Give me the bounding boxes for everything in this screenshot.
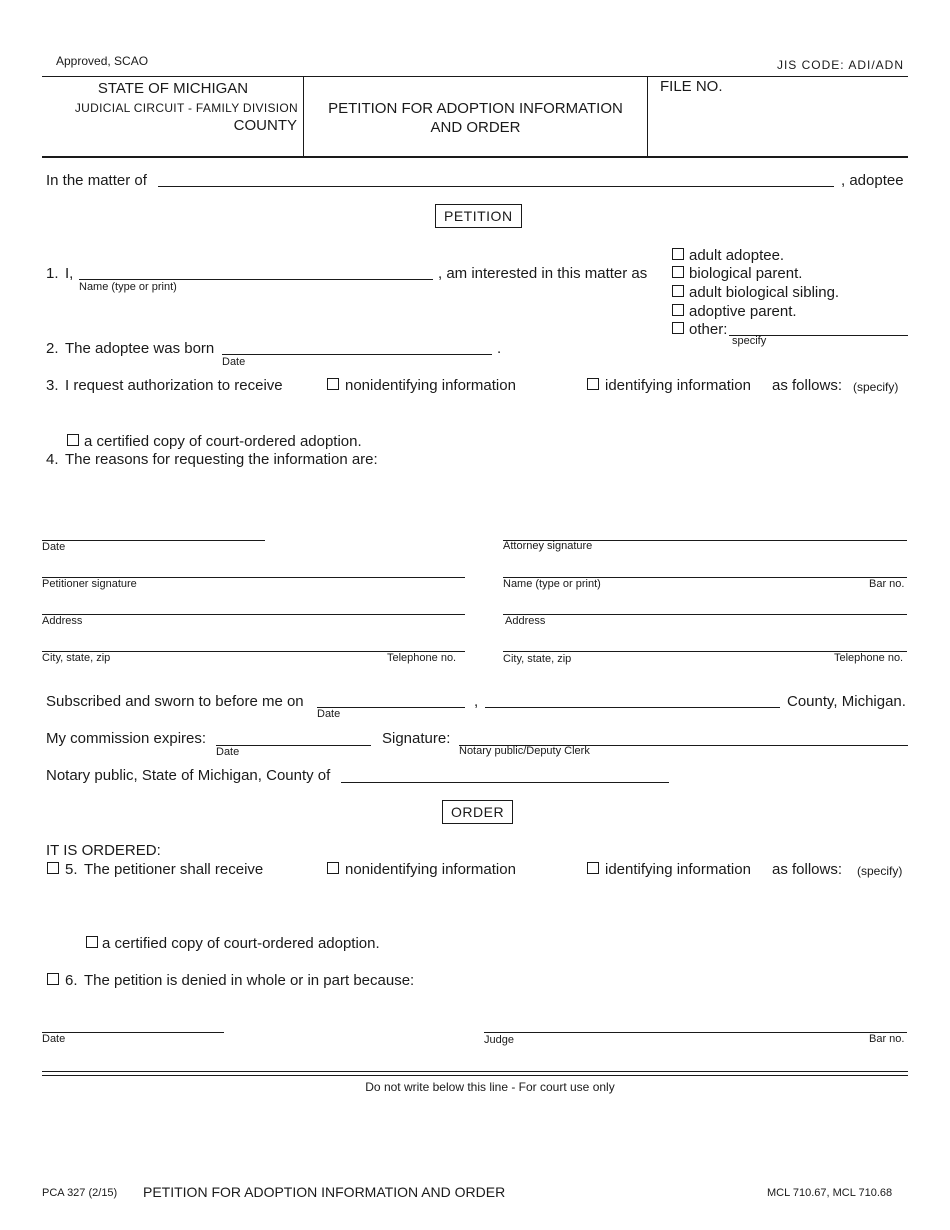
item5-as-follows: as follows: — [772, 861, 843, 878]
commission-date-caption: Date — [216, 746, 240, 758]
item3-nonidentifying-label: nonidentifying information — [345, 377, 516, 394]
petitioner-telephone-caption: Telephone no. — [387, 652, 457, 664]
petitioner-address-caption: Address — [42, 615, 83, 627]
item5-identifying-checkbox[interactable] — [587, 862, 599, 874]
sworn-comma: , — [474, 693, 479, 710]
item5-certified-copy-label: a certified copy of court-ordered adoption. — [102, 935, 380, 952]
attorney-bar-no-caption: Bar no. — [869, 578, 905, 590]
judge-bar-no-caption: Bar no. — [869, 1033, 905, 1045]
item4-number: 4. — [46, 451, 59, 468]
notary-state-text: Notary public, State of Michigan, County of — [46, 767, 331, 784]
petition-date-line[interactable] — [42, 540, 265, 541]
order-date-line[interactable] — [42, 1032, 224, 1033]
item3-as-follows: as follows: — [772, 377, 843, 394]
file-no-label: FILE NO. — [660, 78, 723, 95]
birth-date-line[interactable] — [222, 354, 492, 355]
county-label: COUNTY — [233, 117, 297, 134]
form-title-line1: PETITION FOR ADOPTION INFORMATION — [328, 100, 623, 117]
approved-label: Approved, SCAO — [56, 54, 149, 68]
petitioner-name-line[interactable] — [79, 279, 433, 280]
item1-number: 1. — [46, 265, 59, 282]
item5-number: 5. — [65, 861, 78, 878]
sworn-date-caption: Date — [317, 708, 341, 720]
item3-specify: (specify) — [853, 380, 899, 394]
item3-identifying-checkbox[interactable] — [587, 378, 599, 390]
item5-nonidentifying-checkbox[interactable] — [327, 862, 339, 874]
item2-number: 2. — [46, 340, 59, 357]
attorney-signature-caption: Attorney signature — [503, 540, 593, 552]
petitioner-city-caption: City, state, zip — [42, 652, 111, 664]
county-michigan-label: County, Michigan. — [787, 693, 906, 710]
item3-identifying-label: identifying information — [605, 377, 751, 394]
item5-specify: (specify) — [857, 864, 903, 878]
commission-date-line[interactable] — [216, 745, 371, 746]
item5-identifying-label: identifying information — [605, 861, 751, 878]
matter-suffix: , adoptee — [841, 172, 904, 189]
court-use-note: Do not write below this line - For court use only — [365, 1080, 615, 1094]
other-checkbox[interactable] — [672, 322, 684, 334]
attorney-address-caption: Address — [505, 615, 546, 627]
specify-caption: specify — [732, 335, 767, 347]
item4-text: The reasons for requesting the information are: — [65, 451, 378, 468]
item6-checkbox[interactable] — [47, 973, 59, 985]
footer-form-title: PETITION FOR ADOPTION INFORMATION AND ORDER — [143, 1184, 506, 1200]
court-use-rule-1 — [42, 1071, 908, 1072]
judge-caption: Judge — [484, 1034, 514, 1046]
judge-signature-line[interactable] — [484, 1032, 907, 1033]
petitioner-signature-caption: Petitioner signature — [42, 578, 137, 590]
sworn-county-line[interactable] — [485, 707, 780, 708]
biological-parent-checkbox[interactable] — [672, 266, 684, 278]
adoptee-name-line[interactable] — [158, 186, 834, 187]
notary-caption: Notary public/Deputy Clerk — [459, 745, 590, 757]
commission-text: My commission expires: — [46, 730, 207, 747]
item5-text: The petitioner shall receive — [84, 861, 264, 878]
other-label: other: — [689, 321, 728, 338]
item5-nonidentifying-label: nonidentifying information — [345, 861, 516, 878]
notary-county-line[interactable] — [341, 782, 669, 783]
adoptive-parent-label: adoptive parent. — [689, 303, 797, 320]
state-name: STATE OF MICHIGAN — [97, 80, 249, 97]
adult-biological-sibling-checkbox[interactable] — [672, 285, 684, 297]
petition-date-caption: Date — [42, 541, 66, 553]
item1-i: I, — [65, 265, 74, 282]
birth-date-caption: Date — [222, 356, 246, 368]
notary-signature-label: Signature: — [382, 730, 451, 747]
attorney-city-caption: City, state, zip — [503, 653, 572, 665]
item3-nonidentifying-checkbox[interactable] — [327, 378, 339, 390]
order-date-caption: Date — [42, 1033, 66, 1045]
item3-text: I request authorization to receive — [65, 377, 283, 394]
adult-adoptee-checkbox[interactable] — [672, 248, 684, 260]
form-code: PCA 327 (2/15) — [42, 1187, 118, 1199]
it-is-ordered: IT IS ORDERED: — [46, 842, 161, 859]
petitioner-address-line[interactable] — [42, 614, 465, 615]
adoptive-parent-checkbox[interactable] — [672, 304, 684, 316]
item2-text: The adoptee was born — [65, 340, 215, 357]
name-caption: Name (type or print) — [79, 281, 177, 293]
attorney-telephone-caption: Telephone no. — [834, 652, 904, 664]
petition-heading: PETITION — [435, 204, 522, 228]
attorney-address-line[interactable] — [503, 614, 907, 615]
biological-parent-label: biological parent. — [689, 265, 803, 282]
item6-text: The petition is denied in whole or in part because: — [84, 972, 415, 989]
item5-checkbox[interactable] — [47, 862, 59, 874]
matter-prefix: In the matter of — [46, 172, 147, 189]
header-bottom-rule — [42, 156, 908, 158]
subscribed-text: Subscribed and sworn to before me on — [46, 693, 304, 710]
item3-certified-copy-checkbox[interactable] — [67, 434, 79, 446]
item2-period: . — [497, 340, 502, 357]
mcl-reference: MCL 710.67, MCL 710.68 — [767, 1187, 893, 1199]
attorney-name-caption: Name (type or print) — [503, 578, 601, 590]
item5-certified-copy-checkbox[interactable] — [86, 936, 98, 948]
header-top-rule — [42, 76, 908, 77]
court-use-rule-2 — [42, 1075, 908, 1076]
item1-interested: , am interested in this matter as — [438, 265, 648, 282]
adult-biological-sibling-label: adult biological sibling. — [689, 284, 840, 301]
form-title-line2: AND ORDER — [430, 119, 521, 136]
jis-code: JIS CODE: ADI/ADN — [776, 58, 904, 72]
item3-number: 3. — [46, 377, 59, 394]
item3-certified-copy-label: a certified copy of court-ordered adoption. — [84, 433, 362, 450]
adult-adoptee-label: adult adoptee. — [689, 247, 785, 264]
order-heading: ORDER — [442, 800, 513, 824]
header-divider-2 — [647, 76, 648, 156]
circuit-label: JUDICIAL CIRCUIT - FAMILY DIVISION — [74, 101, 298, 115]
item6-number: 6. — [65, 972, 78, 989]
